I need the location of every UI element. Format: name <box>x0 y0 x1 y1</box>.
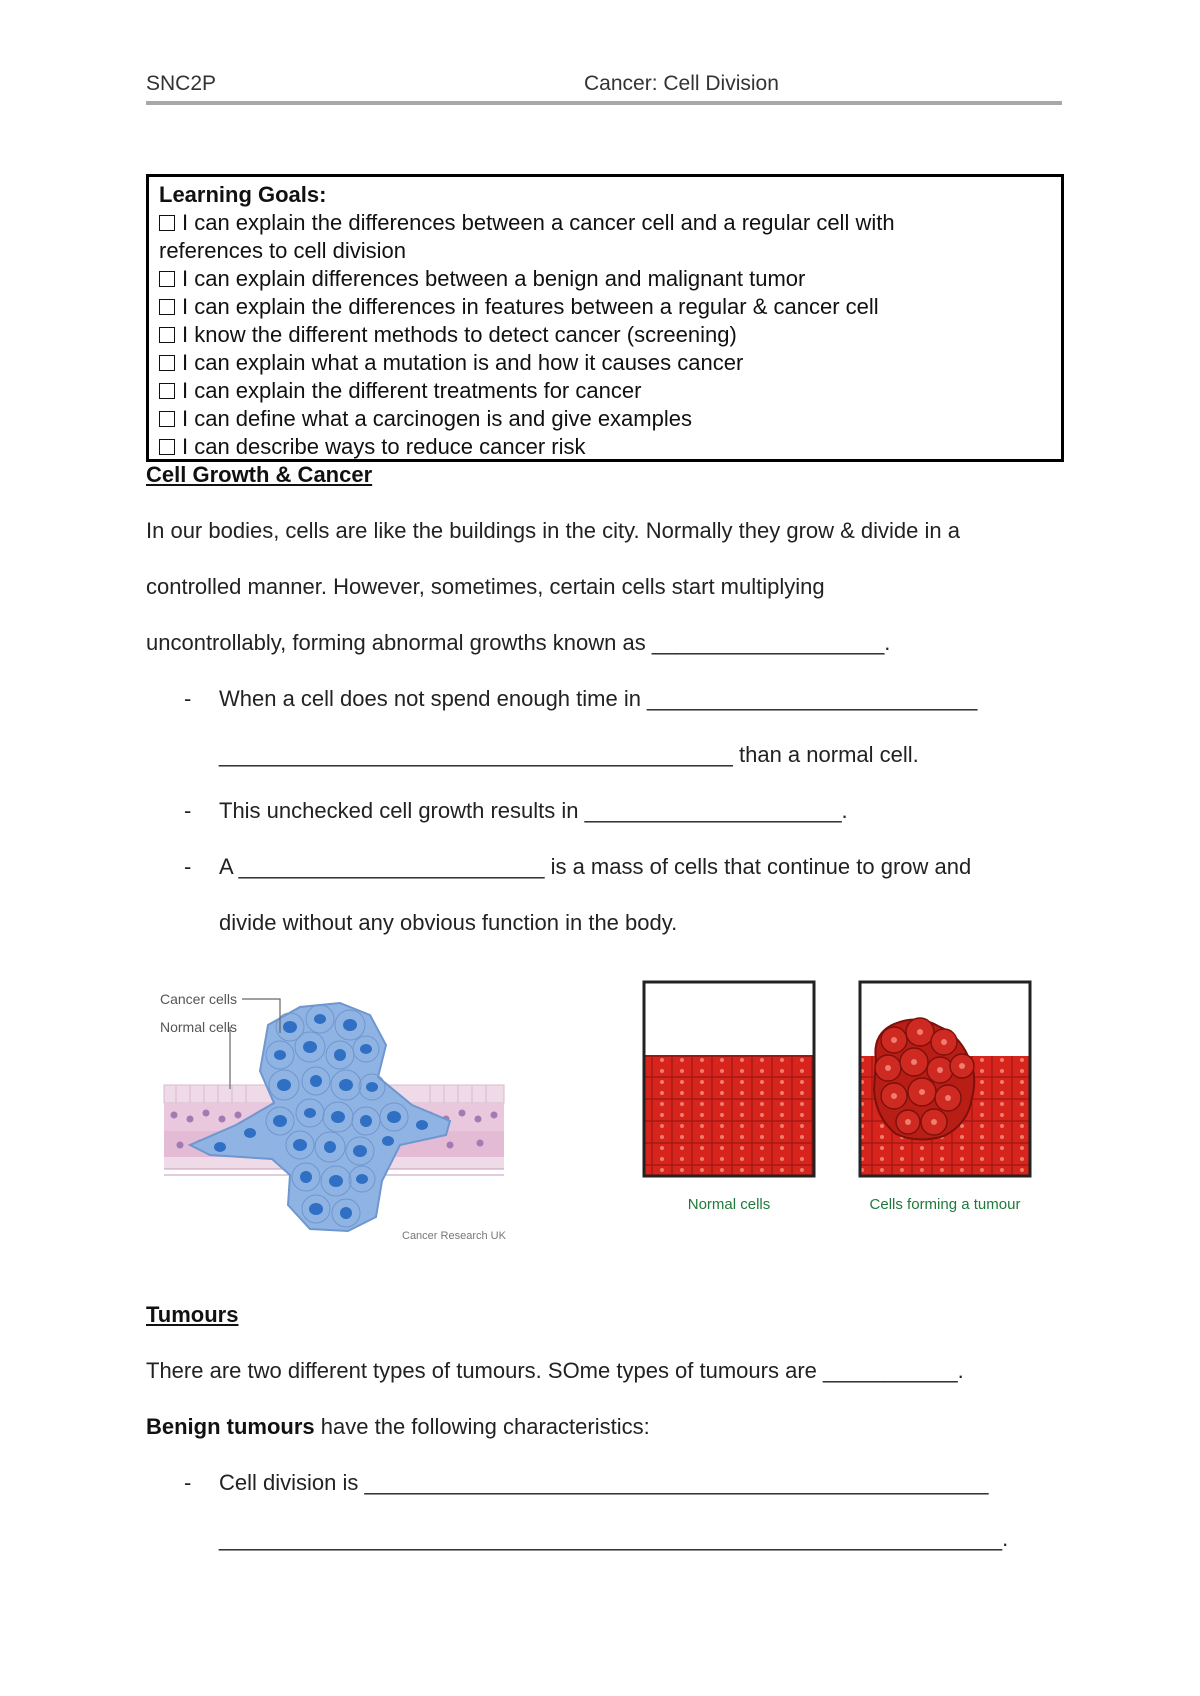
goal-item: I can define what a carcinogen is and give examples <box>159 405 1051 433</box>
course-code: SNC2P <box>146 72 217 95</box>
caption-normal-cells: Normal cells <box>687 1196 771 1213</box>
cancer-cells-illustration <box>150 985 520 1245</box>
checkbox-icon[interactable] <box>159 439 175 455</box>
bullet-dash: - <box>184 798 192 823</box>
bullet-dash: - <box>184 1470 192 1495</box>
checkbox-icon[interactable] <box>159 411 175 427</box>
checkbox-icon[interactable] <box>159 383 175 399</box>
goal-item: I can explain the different treatments for cancer <box>159 377 1051 405</box>
goal-item: I can explain the differences in features between a regular & cancer cell <box>159 293 1051 321</box>
header-rule <box>146 101 1062 105</box>
checkbox-icon[interactable] <box>159 327 175 343</box>
figure-credit: Cancer Research UK <box>402 1230 506 1242</box>
learning-goals-title: Learning Goals: <box>159 182 327 207</box>
goal-item: I can explain what a mutation is and how it causes cancer <box>159 349 1051 377</box>
goal-item-continued: references to cell division <box>159 238 407 263</box>
bullet-text: divide without any obvious function in the body. <box>219 910 678 935</box>
paragraph-line: controlled manner. However, sometimes, certain cells start multiplying <box>146 574 825 599</box>
goal-item: I can describe ways to reduce cancer risk <box>159 433 1051 461</box>
goal-item: I know the different methods to detect cancer (screening) <box>159 321 1051 349</box>
caption-tumour-cells: Cells forming a tumour <box>869 1196 1021 1213</box>
checkbox-icon[interactable] <box>159 355 175 371</box>
bullet-dash: - <box>184 686 192 711</box>
paragraph-line: In our bodies, cells are like the buildings in the city. Normally they grow & divide in a <box>146 518 960 543</box>
checkbox-icon[interactable] <box>159 215 175 231</box>
bullet-text: When a cell does not spend enough time in ___________________________ <box>219 686 978 711</box>
goal-item: I can explain differences between a benign and malignant tumor <box>159 265 1051 293</box>
bullet-text: A _________________________ is a mass of cells that continue to grow and <box>219 854 972 879</box>
benign-line: Benign tumours have the following characteristics: <box>146 1414 650 1439</box>
bullet-text: __________________________________________ than a normal cell. <box>219 742 919 767</box>
label-normal-cells: Normal cells <box>160 1019 238 1035</box>
bullet-text: This unchecked cell growth results in _____________________. <box>219 798 848 823</box>
normal-cells-panel <box>644 982 814 1176</box>
goal-item: I can explain the differences between a cancer cell and a regular cell with <box>159 209 1051 237</box>
bullet-text: Cell division is ___________________________________________________ <box>219 1470 989 1495</box>
benign-term: Benign tumours <box>146 1414 315 1439</box>
cell-growth-heading: Cell Growth & Cancer <box>146 462 373 487</box>
paragraph-line: uncontrollably, forming abnormal growths known as ___________________. <box>146 630 891 655</box>
learning-goals-box <box>146 174 1064 462</box>
tumour-comparison-illustration <box>632 978 1052 1228</box>
tumour-cells-panel <box>860 982 1030 1176</box>
checkbox-icon[interactable] <box>159 299 175 315</box>
bullet-dash: - <box>184 854 192 879</box>
tumours-heading: Tumours <box>146 1302 239 1327</box>
checkbox-icon[interactable] <box>159 271 175 287</box>
page-title: Cancer: Cell Division <box>584 72 779 95</box>
tumours-intro: There are two different types of tumours. SOme types of tumours are ___________. <box>146 1358 964 1383</box>
bullet-text: ________________________________________________________________. <box>219 1526 1009 1551</box>
label-cancer-cells: Cancer cells <box>160 991 238 1007</box>
